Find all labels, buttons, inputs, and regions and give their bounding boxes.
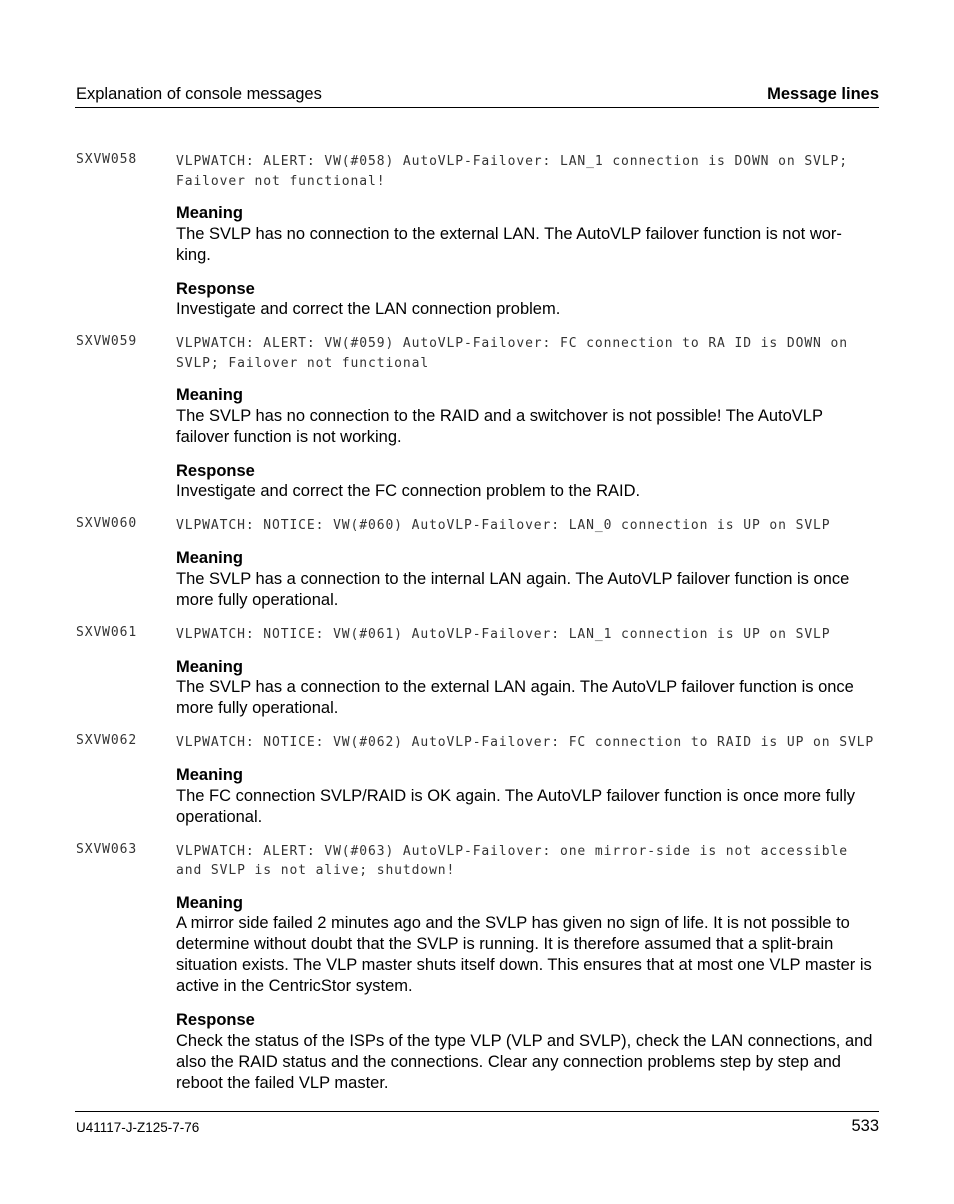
- response-heading: Response: [176, 1011, 255, 1029]
- message-line: [75, 516, 879, 536]
- message-line: [75, 842, 879, 881]
- meaning-block: [176, 657, 879, 720]
- response-text: Check the status of the ISPs of the type VLP (VLP and SVLP), check the LAN connections, and also the RAID status and the connections. Clear any connection problems step by step and reboot the failed VLP master.: [176, 1031, 873, 1092]
- meaning-block: [176, 548, 879, 611]
- meaning-heading: Meaning: [176, 657, 243, 676]
- message-code: SXVW061: [76, 624, 138, 640]
- document-id: U41117-J-Z125-7-76: [76, 1120, 200, 1135]
- response-text: Investigate and correct the FC connection problem to the RAID.: [176, 482, 641, 500]
- message-entry-sxvw060: [75, 516, 879, 611]
- message-line: [75, 334, 879, 373]
- message-entry-sxvw059: [75, 334, 879, 502]
- meaning-text: The SVLP has a connection to the internal LAN again. The AutoVLP failover function is once more fully operational.: [176, 569, 850, 609]
- meaning-heading: Meaning: [176, 893, 243, 912]
- response-block: [176, 1010, 879, 1094]
- message-text: VLPWATCH: ALERT: VW(#058) AutoVLP-Failover: LAN_1 connection is DOWN on SVLP; Failover not functional!: [176, 154, 848, 189]
- meaning-heading: Meaning: [176, 549, 243, 567]
- message-text: VLPWATCH: ALERT: VW(#063) AutoVLP-Failover: one mirror-side is not accessible and SVLP is not alive; shutdown!: [176, 843, 848, 878]
- message-text: VLPWATCH: NOTICE: VW(#062) AutoVLP-Failover: FC connection to RAID is UP on SVLP: [176, 735, 875, 750]
- meaning-text: The SVLP has no connection to the RAID and a switchover is not possible! The AutoVLP failover function is not working.: [176, 406, 823, 446]
- meaning-heading: Meaning: [176, 766, 243, 784]
- meaning-block: [176, 893, 879, 998]
- message-text: VLPWATCH: ALERT: VW(#059) AutoVLP-Failover: FC connection to RA ID is DOWN on SVLP; Failover not functional: [176, 336, 848, 371]
- message-code: SXVW060: [76, 516, 138, 531]
- response-heading: Response: [176, 461, 255, 480]
- meaning-heading: Meaning: [176, 386, 243, 404]
- meaning-text: The SVLP has no connection to the external LAN. The AutoVLP failover function is not wor- king.: [176, 224, 842, 264]
- response-text: Investigate and correct the LAN connection problem.: [176, 300, 561, 318]
- meaning-heading: Meaning: [176, 204, 243, 222]
- meaning-block: [176, 385, 879, 448]
- response-block: [176, 461, 879, 503]
- message-entry-sxvw062: [75, 733, 879, 828]
- message-text: VLPWATCH: NOTICE: VW(#060) AutoVLP-Failover: LAN_0 connection is UP on SVLP: [176, 518, 831, 533]
- message-code: SXVW058: [76, 152, 138, 167]
- page-header: [75, 83, 879, 108]
- message-entry-sxvw061: [75, 625, 879, 720]
- message-code: SXVW063: [76, 841, 138, 857]
- header-section-title: Explanation of console messages: [76, 85, 322, 103]
- message-line: [75, 625, 879, 645]
- message-text: VLPWATCH: NOTICE: VW(#061) AutoVLP-Failover: LAN_1 connection is UP on SVLP: [176, 626, 831, 642]
- message-entry-sxvw063: [75, 842, 879, 1094]
- response-heading: Response: [176, 279, 255, 298]
- meaning-block: [176, 203, 879, 266]
- header-chapter-title: Message lines: [767, 85, 879, 103]
- response-block: [176, 279, 879, 321]
- meaning-text: The FC connection SVLP/RAID is OK again. The AutoVLP failover function is once more fully operational.: [176, 786, 855, 826]
- meaning-text: A mirror side failed 2 minutes ago and the SVLP has given no sign of life. It is not possible to determine without doubt that the SVLP is running. It is therefore assumed that a split-brain situation exists. The VLP master shuts itself down. This ensures that at most one VLP master is active in the CentricStor system.: [176, 914, 872, 995]
- meaning-text: The SVLP has a connection to the external LAN again. The AutoVLP failover function is once more fully operational.: [176, 678, 854, 717]
- page-number: 533: [851, 1117, 879, 1135]
- meaning-block: [176, 765, 879, 828]
- message-entry-sxvw058: [75, 152, 879, 320]
- message-code: SXVW059: [76, 334, 138, 349]
- message-line: [75, 152, 879, 191]
- message-code: SXVW062: [76, 733, 138, 748]
- message-list: [75, 152, 879, 1094]
- message-line: [75, 733, 879, 753]
- page-footer: [75, 1111, 879, 1140]
